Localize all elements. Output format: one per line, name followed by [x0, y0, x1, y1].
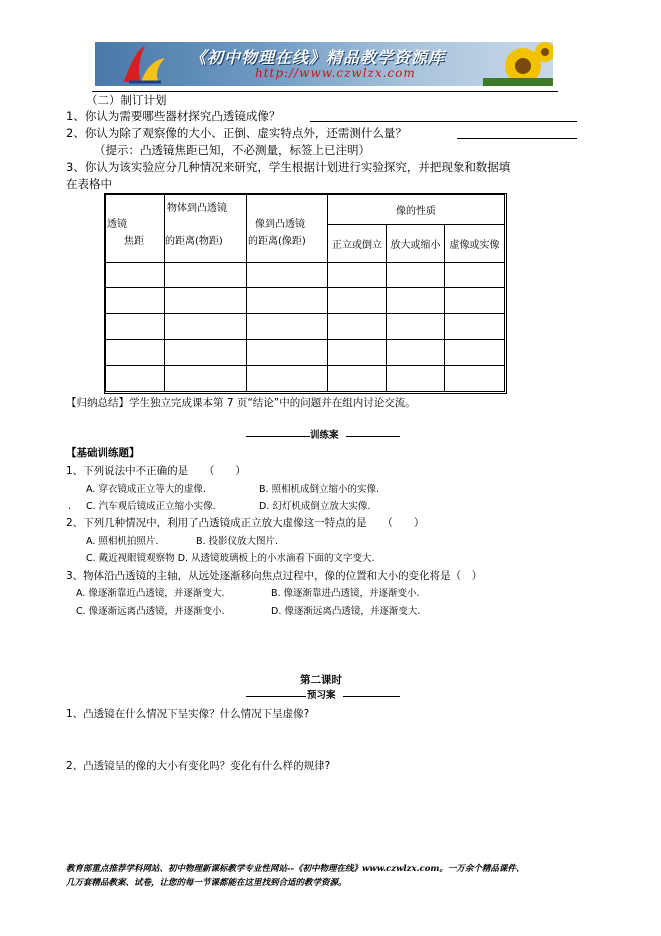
training-question-2: 2、下列几种情况中，利用了凸透镜成正立放大虚像这一特点的是 （ ） [66, 517, 425, 529]
header-focal-length [106, 195, 165, 263]
table-cell[interactable] [106, 366, 165, 392]
experiment-table [105, 194, 505, 392]
q3-option-c: C. 像逐渐远离凸透镜，并逐渐变小. [76, 606, 225, 617]
plan-question-3-cont: 在表格中 [66, 177, 112, 191]
table-cell[interactable] [106, 314, 165, 340]
sub-header-orientation: 正立或倒立 [328, 225, 387, 263]
plan-hint: （提示：凸透镜焦距已知，不必测量，标签上已注明） [94, 143, 370, 157]
sunflower-icon [483, 42, 553, 86]
answer-line-2[interactable] [457, 138, 577, 139]
table-cell[interactable] [328, 366, 387, 392]
table-cell[interactable] [445, 314, 505, 340]
table-cell[interactable] [165, 366, 247, 392]
footer-line-1: 教育部重点推荐学科网站、初中物理新课标教学专业性网站--《初中物理在线》www.czwlzx.com。一万余个精品课件、 [66, 864, 525, 874]
table-cell[interactable] [387, 263, 445, 288]
q3-option-b: B. 像逐渐靠进凸透镜，并逐渐变小. [271, 588, 420, 599]
q3-option-d: D. 像逐渐远离凸透镜，并逐渐变大. [271, 606, 421, 617]
sub-header-real-virtual: 虚像或实像 [445, 225, 505, 263]
q2-option-a: A. 照相机拍照片. [86, 536, 159, 547]
table-cell[interactable] [445, 366, 505, 392]
q2-option-b: B. 投影仪放大图片. [196, 536, 279, 547]
header-image-distance [247, 195, 328, 263]
answer-line-1[interactable] [310, 121, 577, 122]
plan-question-1: 1、你认为需要哪些器材探究凸透镜成像？ [66, 109, 281, 123]
banner-title: 《初中物理在线》精品教学资源库 [190, 48, 446, 67]
table-cell[interactable] [387, 314, 445, 340]
q2-option-cd: C. 戴近视眼镜观察物 D. 从透镜玻璃板上的小水滴看下面的文字变大. [86, 553, 375, 564]
table-cell[interactable] [247, 288, 328, 314]
plan-question-2: 2、你认为除了观察像的大小、正倒、虚实特点外，还需测什么量？ [66, 126, 407, 140]
table-cell[interactable] [387, 288, 445, 314]
header-rule [92, 91, 558, 92]
table-cell[interactable] [328, 288, 387, 314]
table-cell[interactable] [247, 263, 328, 288]
table-cell[interactable] [328, 314, 387, 340]
table-cell[interactable] [247, 340, 328, 366]
table-cell[interactable] [165, 314, 247, 340]
table-cell[interactable] [106, 263, 165, 288]
table-cell[interactable] [106, 340, 165, 366]
header-object-distance [165, 195, 247, 263]
header-u-1: 物体到凸透镜 [167, 203, 227, 214]
training-divider-label: 训练案 [310, 430, 339, 441]
header-v-1: 像到凸透镜 [255, 219, 305, 230]
plan-question-3: 3、你认为该实验应分几种情况来研究，学生根据计划进行实验探究，并把现象和数据填 [66, 160, 511, 174]
table-cell[interactable] [106, 288, 165, 314]
q1-option-b: B. 照相机成倒立缩小的实像. [259, 484, 380, 495]
header-banner [95, 42, 553, 86]
table-cell[interactable] [247, 314, 328, 340]
q3-option-a: A. 像逐渐靠近凸透镜，并逐渐变大. [76, 588, 225, 599]
preview-divider-label: 预习案 [307, 690, 336, 701]
q1-option-c: C. 汽车观后镜成正立缩小实像. [86, 501, 216, 512]
q1-option-d: D. 幻灯机成倒立放大实像. [259, 501, 371, 512]
table-cell[interactable] [165, 263, 247, 288]
table-cell[interactable] [328, 263, 387, 288]
summary-text: 【归纳总结】学生独立完成课本第 7 页“结论”中的问题并在组内讨论交流。 [66, 397, 416, 409]
table-cell[interactable] [165, 288, 247, 314]
preview-divider-right [343, 696, 400, 697]
plan-heading: （二）制订计划 [86, 93, 167, 107]
table-cell[interactable] [328, 340, 387, 366]
table-cell[interactable] [445, 340, 505, 366]
banner-url: http://www.czwlzx.com [255, 66, 416, 80]
sub-header-size: 放大或缩小 [387, 225, 445, 263]
preview-divider-left [246, 696, 306, 697]
table-cell[interactable] [165, 340, 247, 366]
lesson2-title: 第二课时 [300, 674, 342, 686]
table-cell[interactable] [387, 366, 445, 392]
table-cell[interactable] [247, 366, 328, 392]
table-cell[interactable] [445, 288, 505, 314]
lesson2-question-2: 2、凸透镜呈的像的大小有变化吗？变化有什么样的规律? [66, 760, 331, 772]
table-cell[interactable] [445, 263, 505, 288]
training-question-3: 3、物体沿凸透镜的主轴，从远处逐渐移向焦点过程中，像的位置和大小的变化将是（ ） [66, 570, 483, 582]
q1-option-c-prefix: . [68, 501, 72, 512]
header-focal-2: 焦距 [124, 236, 144, 247]
lesson2-question-1: 1、凸透镜在什么情况下呈实像？什么情况下呈虚像? [66, 708, 310, 720]
header-u-2: 的距离(物距) [165, 236, 223, 247]
header-v-2: 的距离(像距) [248, 236, 306, 247]
table-cell[interactable] [387, 340, 445, 366]
footer-line-2: 几万套精品教案、试卷，让您的每一节课都能在这里找到合适的教学资源。 [66, 878, 347, 888]
header-image-nature: 像的性质 [328, 195, 505, 225]
logo-icon [115, 42, 175, 86]
q1-option-a: A. 穿衣镜成正立等大的虚像. [86, 484, 206, 495]
training-question-1: 1、下列说法中不正确的是 （ ） [66, 465, 246, 477]
divider-left [246, 436, 310, 437]
header-focal-1: 透镜 [107, 219, 127, 230]
training-section-title: 【基础训练题】 [66, 447, 140, 459]
divider-right [346, 436, 400, 437]
